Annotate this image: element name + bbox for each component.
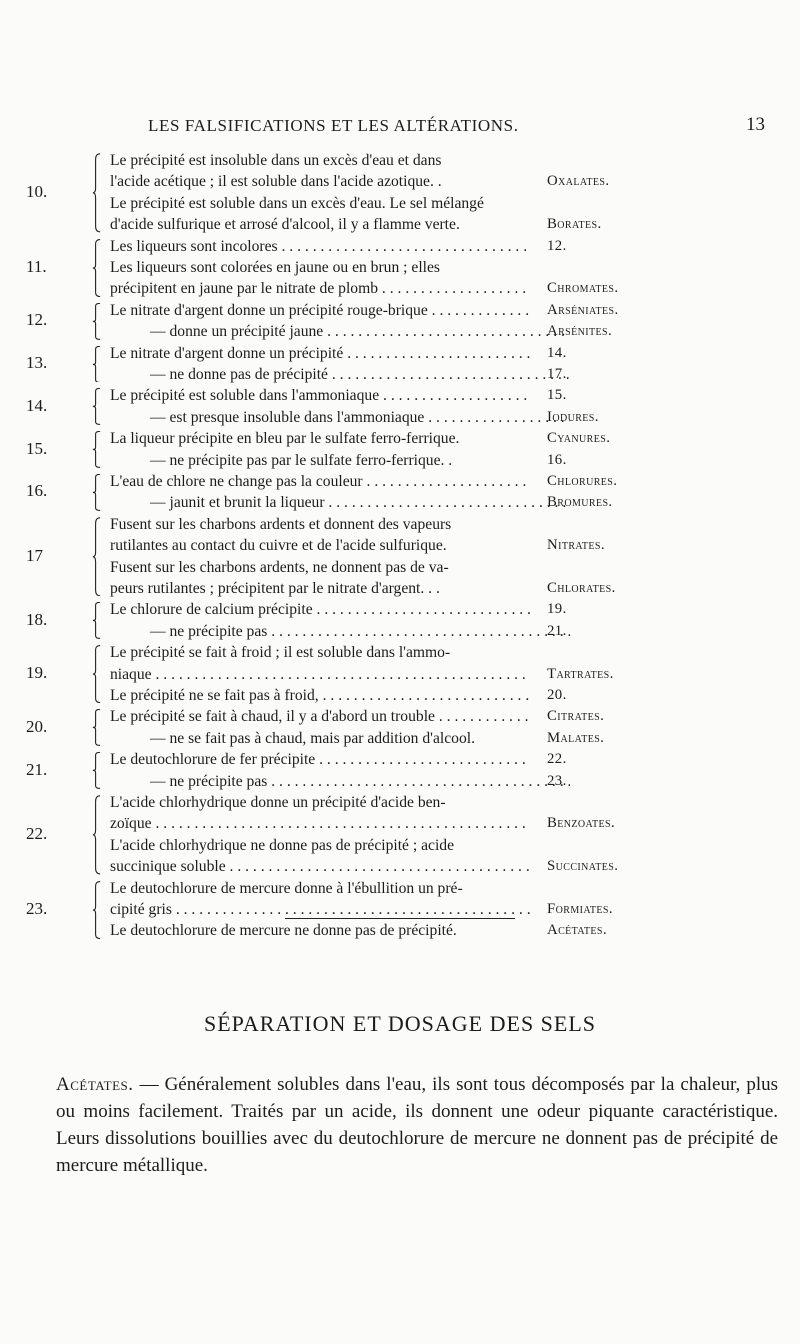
key-group	[20, 471, 790, 514]
key-line-text: — ne précipite pas . . .	[110, 771, 570, 792]
key-line-result: Bromures.	[547, 494, 613, 511]
key-line-text: Le précipité se fait à chaud, il y a d'abord un trouble . . .	[110, 706, 530, 727]
key-line-text: Le deutochlorure de mercure donne à l'ébullition un pré-	[110, 879, 463, 897]
key-line-result: Arsénites.	[547, 323, 613, 340]
key-line-result: 22.	[547, 751, 567, 768]
group-number: 19.	[26, 663, 48, 683]
key-line-result: Chlorures.	[547, 472, 618, 489]
key-line-result: Borates.	[547, 216, 602, 233]
key-line-text: Fusent sur les charbons ardents, ne donnent pas de va-	[110, 558, 449, 576]
key-line	[20, 171, 790, 192]
key-line-text: — ne précipite pas par le sulfate ferro-ferrique. .	[150, 451, 453, 469]
key-line-result: Arséniates.	[547, 301, 619, 318]
key-line-text: — ne se fait pas à chaud, mais par addition d'alcool.	[150, 729, 475, 747]
key-line-text: Le précipité se fait à froid ; il est soluble dans l'ammo-	[110, 644, 451, 662]
section-title: SÉPARATION ET DOSAGE DES SELS	[203, 1011, 597, 1036]
key-line	[20, 813, 790, 834]
key-line	[20, 771, 790, 792]
key-line-result: Citrates.	[547, 708, 605, 725]
section-paragraph	[56, 1071, 778, 1179]
key-line	[20, 214, 790, 235]
key-line	[20, 535, 790, 556]
key-group	[20, 749, 790, 792]
key-line-text: Le précipité est soluble dans l'ammoniaque . . .	[110, 385, 530, 406]
group-number: 16.	[26, 481, 48, 501]
group-number: 20.	[26, 716, 48, 736]
key-line	[20, 642, 790, 663]
key-line-text: Fusent sur les charbons ardents et donnent des vapeurs	[110, 515, 452, 533]
key-group	[20, 792, 790, 878]
group-number: 13.	[26, 352, 48, 372]
key-line	[20, 835, 790, 856]
key-line	[20, 364, 790, 385]
key-group	[20, 642, 790, 706]
key-line-text: Le précipité ne se fait pas à froid, . . .	[110, 685, 530, 706]
key-group	[20, 385, 790, 428]
group-number: 12.	[26, 310, 48, 330]
key-line-text: Les liqueurs sont colorées en jaune ou en brun ; elles	[110, 258, 440, 276]
group-number: 10.	[26, 181, 48, 201]
key-line-result: Chlorates.	[547, 579, 616, 596]
key-line-text: Les liqueurs sont incolores . . .	[110, 236, 530, 257]
key-line-result: Succinates.	[547, 858, 619, 875]
key-line-result: 21.	[547, 622, 567, 639]
key-group	[20, 878, 790, 942]
key-line-result: Malates.	[547, 729, 605, 746]
key-line-text: L'acide chlorhydrique donne un précipité d'acide ben-	[110, 793, 446, 811]
key-line	[20, 343, 790, 364]
key-line-text: rutilantes au contact du cuivre et de l'acide sulfurique.	[110, 537, 447, 555]
key-group	[20, 706, 790, 749]
key-line	[20, 450, 790, 471]
running-header: LES FALSIFICATIONS ET LES ALTÉRATIONS.	[148, 116, 519, 135]
key-line-result: Formiates.	[547, 900, 613, 917]
key-line	[20, 471, 790, 492]
key-line	[20, 878, 790, 899]
key-line	[20, 428, 790, 449]
key-line-result: Iodures.	[547, 408, 599, 425]
key-line	[20, 749, 790, 770]
key-line	[20, 706, 790, 727]
group-number: 22.	[26, 823, 48, 843]
identification-key	[20, 150, 790, 942]
key-line-text: — jaunit et brunit la liqueur . . .	[110, 492, 570, 513]
key-line-text: Le deutochlorure de fer précipite . . .	[110, 749, 530, 770]
key-line-text: succinique soluble . . .	[110, 856, 530, 877]
key-line-text: d'acide sulfurique et arrosé d'alcool, il y a flamme verte.	[110, 216, 460, 234]
key-line-result: 23.	[547, 772, 567, 789]
key-line-text: Le nitrate d'argent donne un précipité . . .	[110, 343, 530, 364]
key-line-text: Le nitrate d'argent donne un précipité rouge-brique . . .	[110, 300, 530, 321]
key-line	[20, 257, 790, 278]
paragraph-body: — Généralement solubles dans l'eau, ils sont tous décomposés par la chaleur, plus ou moins facilement. Traités par un acide, ils donnent une odeur piquante caractéristique. Leurs dissolutions bouillies avec du deutochlorure de mercure ne donnent pas de précipité de mercure métallique.	[56, 1074, 778, 1176]
key-group	[20, 428, 790, 471]
key-line-text: zoïque . . .	[110, 813, 530, 834]
key-line-result: 12.	[547, 237, 567, 254]
key-line	[20, 578, 790, 599]
key-line-text: précipitent en jaune par le nitrate de plomb . . .	[110, 278, 530, 299]
key-line	[20, 492, 790, 513]
key-line	[20, 407, 790, 428]
key-line-result: Tartrates.	[547, 665, 614, 682]
key-line	[20, 300, 790, 321]
key-line	[20, 278, 790, 299]
key-line	[20, 856, 790, 877]
key-group	[20, 300, 790, 343]
section-divider	[285, 918, 515, 919]
key-group	[20, 343, 790, 386]
key-line	[20, 728, 790, 749]
key-line-text: — ne donne pas de précipité . . .	[110, 364, 570, 385]
key-group	[20, 236, 790, 300]
group-number: 23.	[26, 898, 48, 918]
key-line	[20, 557, 790, 578]
key-group	[20, 514, 790, 600]
key-line-text: — est presque insoluble dans l'ammoniaque . . .	[110, 407, 570, 428]
page-number: 13	[746, 114, 765, 135]
key-line-text: L'eau de chlore ne change pas la couleur . . .	[110, 471, 530, 492]
key-line-result: Benzoates.	[547, 815, 616, 832]
key-group	[20, 150, 790, 236]
group-number: 14.	[26, 395, 48, 415]
key-line-text: peurs rutilantes ; précipitent par le nitrate d'argent. . .	[110, 579, 440, 597]
key-line	[20, 599, 790, 620]
key-group	[20, 599, 790, 642]
key-line-result: 16.	[547, 451, 567, 468]
key-line-result: 17.	[547, 365, 567, 382]
group-number: 18.	[26, 609, 48, 629]
key-line-text: Le précipité est soluble dans un excès d'eau. Le sel mélangé	[110, 194, 484, 212]
key-line-result: 15.	[547, 387, 567, 404]
key-line	[20, 664, 790, 685]
key-line-result: 19.	[547, 601, 567, 618]
key-line-text: l'acide acétique ; il est soluble dans l'acide azotique. .	[110, 173, 442, 191]
key-line-result: Oxalates.	[547, 173, 610, 190]
group-number: 15.	[26, 438, 48, 458]
group-number: 21.	[26, 759, 48, 779]
key-line	[20, 236, 790, 257]
key-line-text: niaque . . .	[110, 664, 530, 685]
key-line	[20, 621, 790, 642]
key-line-result: Nitrates.	[547, 537, 605, 554]
group-number: 11.	[26, 256, 47, 276]
key-line-result: 14.	[547, 344, 567, 361]
key-line-result: Chromates.	[547, 280, 619, 297]
key-line	[20, 920, 790, 941]
key-line-text: L'acide chlorhydrique ne donne pas de précipité ; acide	[110, 836, 454, 854]
key-line-text: La liqueur précipite en bleu par le sulfate ferro-ferrique.	[110, 430, 460, 448]
key-line	[20, 321, 790, 342]
key-line-text: Le chlorure de calcium précipite . . .	[110, 599, 530, 620]
key-line	[20, 685, 790, 706]
paragraph-lead: Acétates.	[56, 1074, 134, 1095]
group-number: 17	[26, 545, 43, 565]
key-line	[20, 792, 790, 813]
key-line-text: — ne précipite pas . . .	[110, 621, 570, 642]
key-line	[20, 150, 790, 171]
key-line	[20, 514, 790, 535]
key-line-result: Cyanures.	[547, 430, 611, 447]
key-line-text: — donne un précipité jaune . . .	[110, 321, 570, 342]
key-line	[20, 193, 790, 214]
key-line-text: Le précipité est insoluble dans un excès d'eau et dans	[110, 152, 442, 169]
key-line-result: Acétates.	[547, 922, 607, 939]
key-line-text: Le deutochlorure de mercure ne donne pas de précipité.	[110, 922, 457, 940]
key-line-text: cipité gris . . .	[110, 899, 530, 920]
key-line	[20, 385, 790, 406]
key-line-result: 20.	[547, 686, 567, 703]
